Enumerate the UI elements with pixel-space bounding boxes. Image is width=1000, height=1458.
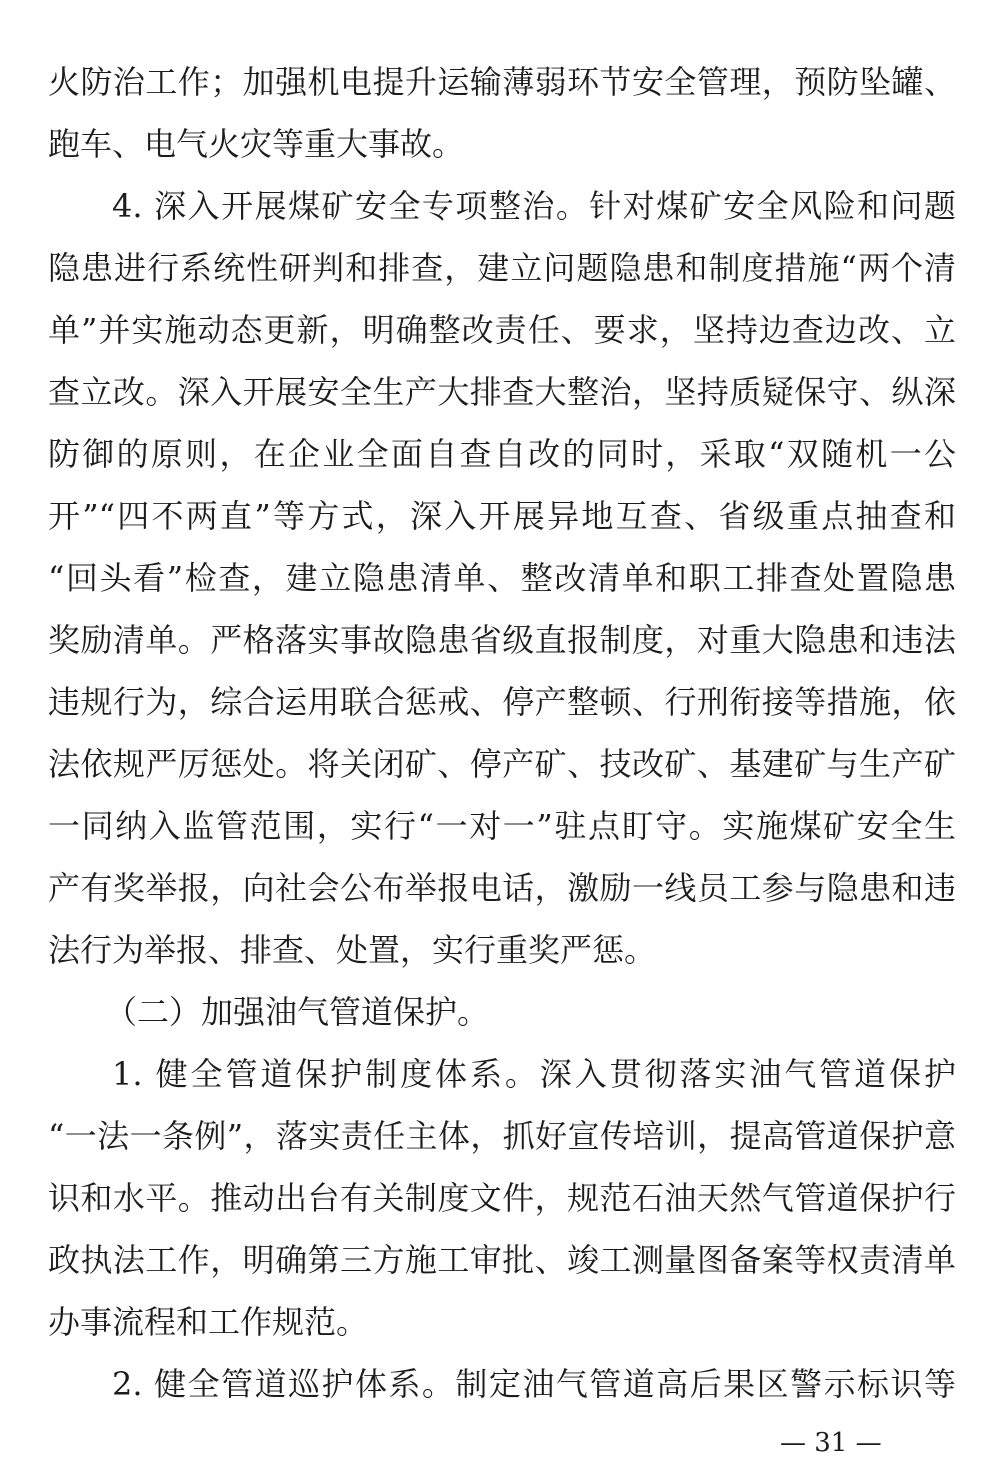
text-line: 2. 健全管道巡护体系。制定油气管道高后果区警示标识等 (112, 1365, 956, 1403)
text-line: 办事流程和工作规范。 (48, 1303, 369, 1341)
text-line: 产有奖举报，向社会公布举报电话，激励一线员工参与隐患和违 (48, 869, 956, 907)
text-line: 法行为举报、排查、处置，实行重奖严惩。 (48, 931, 657, 969)
text-line: 开”“四不两直”等方式，深入开展异地互查、省级重点抽查和 (48, 497, 956, 535)
text-line: 1. 健全管道保护制度体系。深入贯彻落实油气管道保护 (112, 1055, 956, 1093)
text-line: 隐患进行系统性研判和排查，建立问题隐患和制度措施“两个清 (48, 249, 956, 287)
text-line: 火防治工作；加强机电提升运输薄弱环节安全管理，预防坠罐、 (48, 63, 956, 101)
text-line: 防御的原则，在企业全面自查自改的同时，采取“双随机一公 (48, 435, 956, 473)
text-line: 查立改。深入开展安全生产大排查大整治，坚持质疑保守、纵深 (48, 373, 956, 411)
text-line: “回头看”检查，建立隐患清单、整改清单和职工排查处置隐患 (48, 559, 956, 597)
text-line: 一同纳入监管范围，实行“一对一”驻点盯守。实施煤矿安全生 (48, 807, 956, 845)
text-line: 识和水平。推动出台有关制度文件，规范石油天然气管道保护行 (48, 1179, 956, 1217)
text-line: 违规行为，综合运用联合惩戒、停产整顿、行刑衔接等措施，依 (48, 683, 956, 721)
text-line: 跑车、电气火灾等重大事故。 (48, 125, 465, 163)
page-number: — 31 — (780, 1428, 882, 1458)
text-line: “一法一条例”，落实责任主体，抓好宣传培训，提高管道保护意 (48, 1117, 956, 1155)
text-line: 奖励清单。严格落实事故隐患省级直报制度，对重大隐患和违法 (48, 621, 956, 659)
text-line: 政执法工作，明确第三方施工审批、竣工测量图备案等权责清单 (48, 1241, 956, 1279)
text-line: 单”并实施动态更新，明确整改责任、要求，坚持边查边改、立 (48, 311, 956, 349)
text-line: 4. 深入开展煤矿安全专项整治。针对煤矿安全风险和问题 (112, 187, 956, 225)
section-heading: （二）加强油气管道保护。 (105, 993, 490, 1031)
text-line: 法依规严厉惩处。将关闭矿、停产矿、技改矿、基建矿与生产矿 (48, 745, 956, 783)
